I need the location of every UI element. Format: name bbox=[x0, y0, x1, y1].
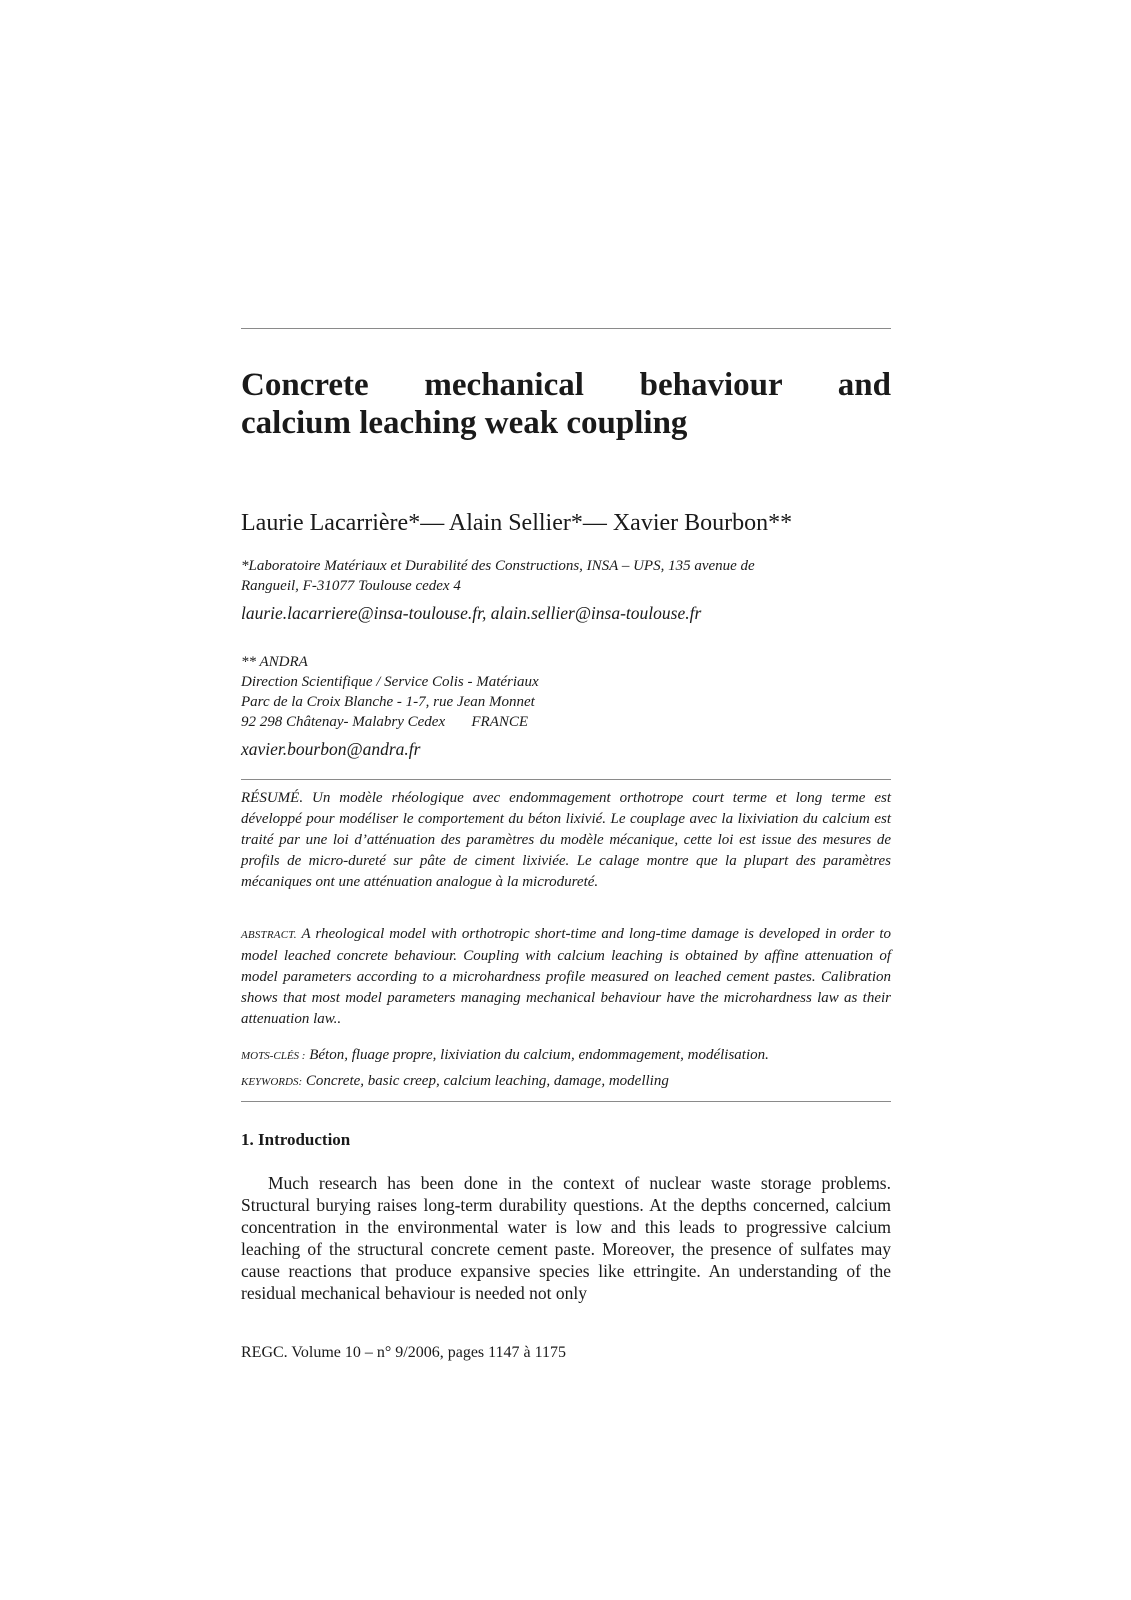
affiliation-1-email: laurie.lacarriere@insa-toulouse.fr, alain.sellier@insa-toulouse.fr bbox=[241, 603, 702, 623]
intro-paragraph: Much research has been done in the context of nuclear waste storage problems. Structural burying raises long-term durability questions. At the depths concerned, calcium concentration in the environmental water is low and this leads to progressive calcium leaching of the structural concrete cement paste. Moreover, the presence of sulfates may cause reactions that produce expansive species like ettringite. An understanding of the residual mechanical behaviour is needed not only bbox=[241, 1173, 891, 1303]
keywords-text: Concrete, basic creep, calcium leaching, damage, modelling bbox=[302, 1073, 669, 1089]
title-line-1: Concrete mechanical behaviour and bbox=[241, 367, 891, 403]
keywords-line bbox=[241, 1071, 891, 1093]
affiliation-2-line-1: ** ANDRA bbox=[241, 654, 308, 670]
mots-cles-line bbox=[241, 1045, 891, 1067]
abstract-paragraph bbox=[241, 924, 891, 1030]
affiliation-1-line-2: Rangueil, F-31077 Toulouse cedex 4 bbox=[241, 578, 461, 594]
affiliation-block-2 bbox=[241, 652, 891, 760]
abstract-bottom-rule bbox=[241, 1101, 891, 1102]
affiliation-1-line-1: *Laboratoire Matériaux et Durabilité des Constructions, INSA – UPS, 135 avenue de bbox=[241, 558, 755, 574]
author-list: Laurie Lacarrière*— Alain Sellier*— Xavier Bourbon** bbox=[241, 510, 793, 536]
abstract-top-rule bbox=[241, 779, 891, 780]
paper-title bbox=[241, 366, 891, 442]
affiliation-block-1 bbox=[241, 556, 891, 624]
affiliation-2-line-2: Direction Scientifique / Service Colis - Matériaux bbox=[241, 674, 539, 690]
keywords-label: KEYWORDS: bbox=[241, 1076, 303, 1088]
mots-cles-text: Béton, fluage propre, lixiviation du calcium, endommagement, modélisation. bbox=[305, 1047, 769, 1063]
journal-footer: REGC. Volume 10 – n° 9/2006, pages 1147 à 1175 bbox=[241, 1344, 567, 1361]
section-heading: 1. Introduction bbox=[241, 1130, 351, 1149]
affiliation-2-line-3: Parc de la Croix Blanche - 1-7, rue Jean Monnet bbox=[241, 694, 535, 710]
resume-paragraph bbox=[241, 788, 891, 893]
abstract-text: A rheological model with orthotropic short-time and long-time damage is developed in order to model leached concrete behaviour. Coupling with calcium leaching is obtained by affine attenuation of model parameters according to a microhardness profile measured on leached cement pastes. Calibration shows that most model parameters managing mechanical behaviour have the microhardness law as their attenuation law.. bbox=[241, 926, 891, 1027]
top-rule bbox=[241, 328, 891, 329]
affiliation-2-email: xavier.bourbon@andra.fr bbox=[241, 739, 421, 759]
resume-label: RÉSUMÉ. bbox=[241, 790, 304, 806]
affiliation-2-line-4: 92 298 Châtenay- Malabry Cedex FRANCE bbox=[241, 714, 529, 730]
title-line-2: calcium leaching weak coupling bbox=[241, 405, 688, 441]
mots-cles-label: MOTS-CLÉS : bbox=[241, 1050, 306, 1062]
resume-text: Un modèle rhéologique avec endommagement orthotrope court terme et long terme est développé pour modéliser le comportement du béton lixivié. Le couplage avec la lixiviation du calcium est traité par une loi d’atténuation des paramètres du modèle mécanique, cette loi est issue des mesures de profils de micro-dureté sur pâte de ciment lixiviée. Le calage montre que la plupart des paramètres mécaniques ont une atténuation analogue à la microdureté. bbox=[241, 790, 891, 890]
abstract-label: ABSTRACT. bbox=[241, 929, 297, 941]
